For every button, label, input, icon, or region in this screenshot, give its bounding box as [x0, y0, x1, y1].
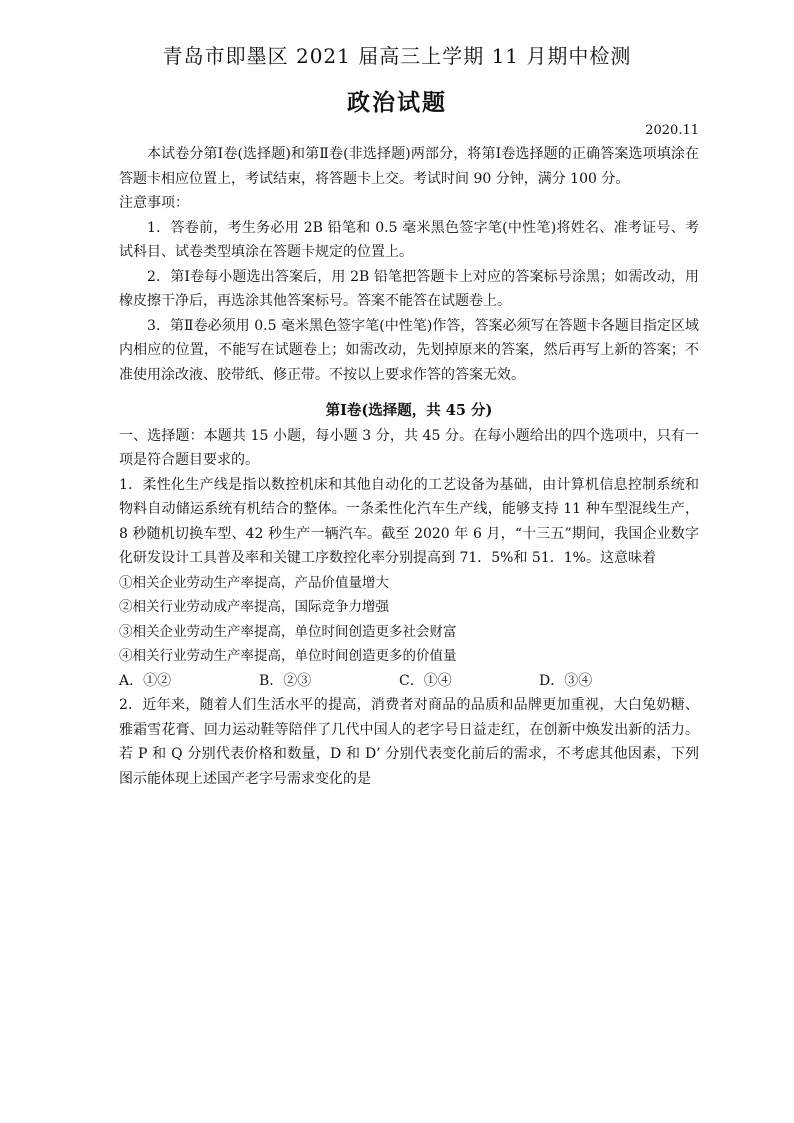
notice-item: 3．第Ⅱ卷必须用 0.5 毫米黑色签字笔(中性笔)作答，答案必须写在答题卡各题目指定区域内相应的位置，不能写在试题卷上；如需改动，先划掉原来的答案，然后再写上新的答案；不准使用涂改液、胶带纸、修正带。不按以上要求作答的答案无效。 [119, 317, 699, 383]
choice-d: D．③④ [539, 672, 593, 689]
choice-c: C．①④ [399, 672, 452, 689]
subject-title: 政治试题 [347, 89, 447, 116]
notice-item: 1．答卷前，考生务必用 2B 铅笔和 0.5 毫米黑色签字笔(中性笔)将姓名、准考证号、考试科目、试卷类型填涂在答题卡规定的位置上。 [119, 219, 699, 260]
choice-a: A．①② [119, 672, 172, 689]
intro-paragraph: 本试卷分第Ⅰ卷(选择题)和第Ⅱ卷(非选择题)两部分，将第Ⅰ卷选择题的正确答案选项填涂在答题卡相应位置上，考试结束，将答题卡上交。考试时间 90 分钟，满分 100 分。 [119, 146, 699, 187]
question-1-option: ②相关行业劳动成产率提高，国际竞争力增强 [119, 599, 389, 615]
exam-title: 青岛市即墨区 2021 届高三上学期 11 月期中检测 [162, 44, 632, 68]
question-1-option: ④相关行业劳动生产率提高，单位时间创造更多的价值量 [119, 648, 457, 664]
section-title: 第Ⅰ卷(选择题，共 45 分) [325, 402, 493, 419]
question-2-stem: 2．近年来，随着人们生活水平的提高，消费者对商品的品质和品牌更加重视，大白兔奶糖、雅霜雪花膏、回力运动鞋等陪伴了几代中国人的老字号日益走红，在创新中焕发出新的活力。若 P 和 Q 分别代表价格和数量，D 和 D’ 分别代表变化前后的需求，不考虑其他因素，下列图示能体现上述国产老字号需求变化的是 [119, 697, 699, 787]
question-1-option: ③相关企业劳动生产率提高，单位时间创造更多社会财富 [119, 623, 457, 640]
notice-heading: 注意事项： [119, 195, 189, 211]
section-instruction: 一、选择题：本题共 15 小题，每小题 3 分，共 45 分。在每小题给出的四个选项中，只有一项是符合题目要求的。 [119, 427, 699, 468]
document-body [119, 142, 699, 791]
question-1-option: ①相关企业劳动生产率提高，产品价值量增大 [119, 574, 389, 591]
question-1-choices [119, 669, 699, 694]
exam-date: 2020.11 [645, 123, 699, 138]
choice-b: B．②③ [259, 672, 312, 689]
notice-item: 2．第Ⅰ卷每小题选出答案后，用 2B 铅笔把答题卡上对应的答案标号涂黑；如需改动，用橡皮擦干净后，再选涂其他答案标号。答案不能答在试题卷上。 [119, 268, 699, 309]
question-1-stem: 1．柔性化生产线是指以数控机床和其他自动化的工艺设备为基础，由计算机信息控制系统和物料自动储运系统有机结合的整体。一条柔性化汽车生产线，能够支持 11 种车型混线生产，8 秒随机切换车型、42 秒生产一辆汽车。截至 2020 年 6 月，“十三五”期间，我国企业数字化研发设计工具普及率和关键工序数控化率分别提高到 71．5%和 51．1%。这意味着 [119, 476, 699, 566]
